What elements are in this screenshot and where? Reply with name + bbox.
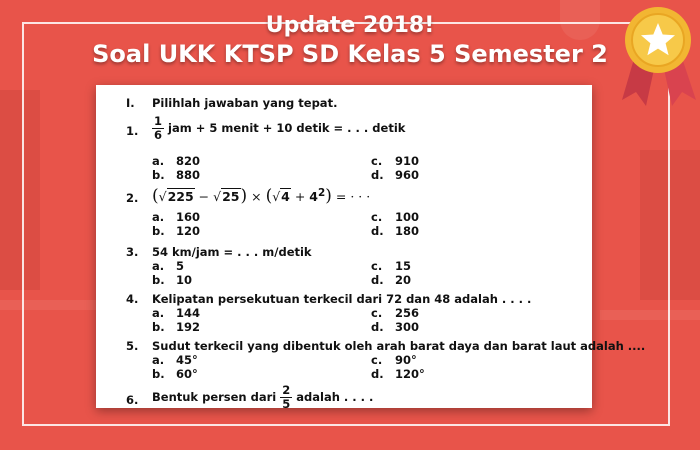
section-number: I. (126, 96, 135, 110)
fraction: $\frac{1}{6}$ (154, 114, 163, 142)
question-stem: $\frac{1}{6}$ jam + 5 menit + 10 detik = . . . detik (154, 114, 406, 142)
star-badge-icon (614, 0, 700, 110)
question-stem: 54 km/jam = . . . m/detik (152, 245, 312, 259)
option-c: c. 100 (371, 210, 420, 224)
option-a: a. 160 (152, 210, 201, 224)
question-stem: Sudut terkecil yang dibentuk oleh arah barat daya dan barat laut adalah .... (152, 339, 646, 353)
option-c: c. 256 (371, 306, 420, 320)
fraction: $\frac{2}{5}$ (282, 383, 291, 411)
option-c: c. 15 (371, 259, 412, 273)
question-number: 4. (126, 292, 139, 306)
question-number: 2. (126, 191, 139, 205)
math-expression: $(√225 - √25) \times (√4 + 4^2)$ = · · · (152, 186, 371, 206)
question-stem: Kelipatan persekutuan terkecil dari 72 dan 48 adalah . . . . (152, 292, 532, 306)
question-number: 5. (126, 339, 139, 353)
option-a: a. 144 (152, 306, 201, 320)
option-b: b. 60° (152, 367, 198, 381)
title-line-1: Update 2018! (265, 13, 435, 38)
option-b: b. 192 (152, 320, 201, 334)
option-b: b. 120 (152, 224, 201, 238)
option-b: b. 880 (152, 168, 201, 182)
question-number: 6. (126, 393, 139, 407)
question-number: 3. (126, 245, 139, 259)
option-d: d. 960 (371, 168, 420, 182)
option-d: d. 300 (371, 320, 420, 334)
page-title (0, 12, 700, 69)
question-number: 1. (126, 124, 139, 138)
option-d: d. 180 (371, 224, 420, 238)
section-instruction: Pilihlah jawaban yang tepat. (152, 96, 338, 110)
option-c: c. 910 (371, 154, 420, 168)
option-d: d. 120° (371, 367, 425, 381)
title-line-2: Soal UKK KTSP SD Kelas 5 Semester 2 (92, 40, 608, 68)
exam-paper (96, 85, 646, 411)
option-c: c. 90° (371, 353, 417, 367)
option-b: b. 10 (152, 273, 193, 287)
question-stem: Bentuk persen dari $\frac{2}{5}$ adalah . . . . (152, 383, 374, 411)
option-a: a. 820 (152, 154, 201, 168)
option-a: a. 45° (152, 353, 198, 367)
option-d: d. 20 (371, 273, 412, 287)
option-a: a. 5 (152, 259, 185, 273)
